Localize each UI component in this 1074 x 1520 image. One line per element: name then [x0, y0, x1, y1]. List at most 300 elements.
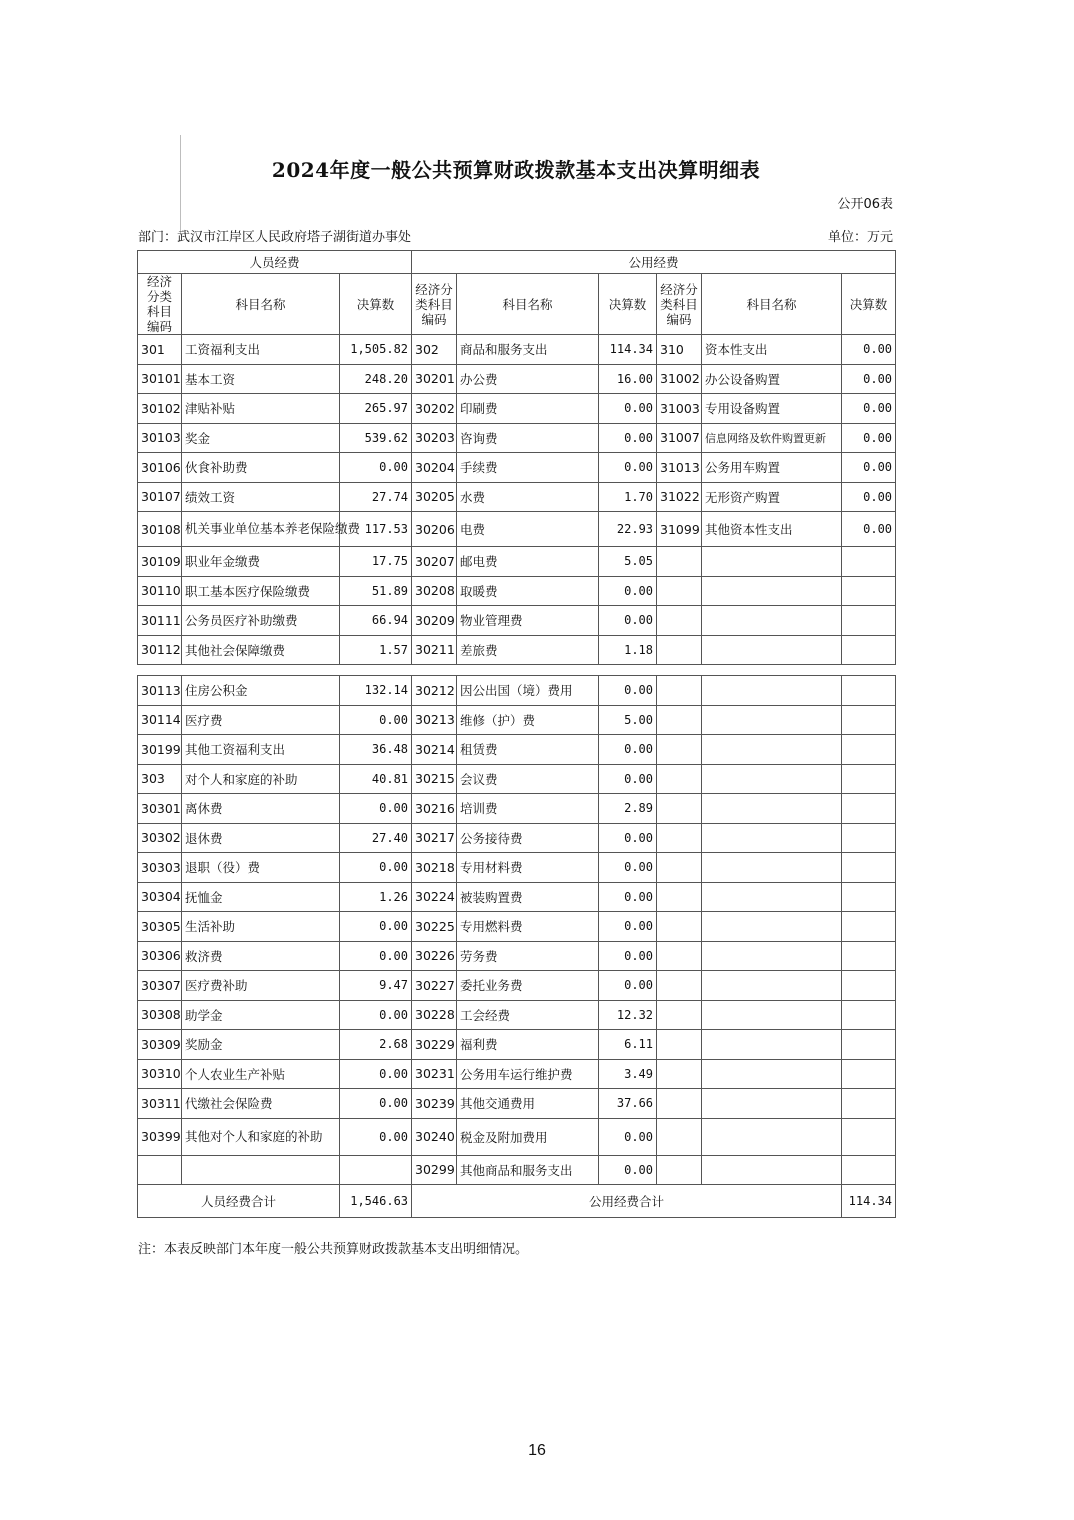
cell-amount-1: 2.68 [340, 1030, 412, 1060]
cell-amount-1: 0.00 [340, 1089, 412, 1119]
table-body [138, 335, 896, 1218]
cell-amount-3: 0.00 [842, 335, 896, 365]
cell-amount-1: 539.62 [340, 423, 412, 453]
cell-code-1: 30307 [138, 971, 182, 1001]
cell-code-1: 30113 [138, 676, 182, 706]
cell-amount-1: 0.00 [340, 794, 412, 824]
cell-code-2: 30209 [412, 606, 457, 636]
cell-code-3: 310 [657, 335, 702, 365]
cell-code-2: 30213 [412, 705, 457, 735]
cell-name-2: 劳务费 [457, 941, 599, 971]
cell-amount-2: 0.00 [599, 676, 657, 706]
gap-cell [412, 665, 457, 676]
cell-code-1: 30302 [138, 823, 182, 853]
cell-code-1: 30301 [138, 794, 182, 824]
cell-name-2: 其他交通费用 [457, 1089, 599, 1119]
cell-name-1: 奖金 [182, 423, 340, 453]
cell-name-3 [702, 882, 842, 912]
cell-code-2: 302 [412, 335, 457, 365]
budget-detail-table [137, 250, 896, 1218]
cell-code-3 [657, 1089, 702, 1119]
cell-name-3 [702, 635, 842, 665]
cell-code-1: 303 [138, 764, 182, 794]
column-header-row [138, 274, 896, 335]
cell-name-1: 代缴社会保险费 [182, 1089, 340, 1119]
cell-amount-3 [842, 547, 896, 577]
cell-code-3 [657, 882, 702, 912]
cell-name-3 [702, 823, 842, 853]
table-row [138, 794, 896, 824]
cell-amount-3 [842, 1155, 896, 1185]
cell-amount-2: 0.00 [599, 423, 657, 453]
cell-amount-2: 0.00 [599, 735, 657, 765]
cell-amount-1: 1,505.82 [340, 335, 412, 365]
personnel-group-header: 人员经费 [138, 251, 412, 274]
cell-amount-1: 17.75 [340, 547, 412, 577]
cell-code-1 [138, 1155, 182, 1185]
table-row [138, 1030, 896, 1060]
cell-name-2: 培训费 [457, 794, 599, 824]
cell-code-2: 30228 [412, 1000, 457, 1030]
cell-amount-2: 37.66 [599, 1089, 657, 1119]
cell-code-3 [657, 1059, 702, 1089]
cell-name-2: 被装购置费 [457, 882, 599, 912]
cell-name-1: 生活补助 [182, 912, 340, 942]
cell-code-2: 30239 [412, 1089, 457, 1119]
cell-code-2: 30231 [412, 1059, 457, 1089]
cell-code-1: 30399 [138, 1118, 182, 1155]
cell-amount-3: 0.00 [842, 512, 896, 547]
header-name-1: 科目名称 [182, 274, 340, 335]
cell-amount-3: 0.00 [842, 453, 896, 483]
cell-name-1: 职工基本医疗保险缴费 [182, 576, 340, 606]
cell-amount-2: 1.18 [599, 635, 657, 665]
cell-amount-1: 248.20 [340, 364, 412, 394]
cell-amount-2: 0.00 [599, 764, 657, 794]
form-number: 公开06表 [837, 197, 893, 212]
cell-code-3: 31013 [657, 453, 702, 483]
cell-code-1: 30310 [138, 1059, 182, 1089]
cell-amount-3 [842, 853, 896, 883]
cell-name-1: 离休费 [182, 794, 340, 824]
cell-code-1: 30101 [138, 364, 182, 394]
table-row [138, 512, 896, 547]
cell-name-2: 邮电费 [457, 547, 599, 577]
cell-amount-2: 0.00 [599, 1118, 657, 1155]
cell-name-3 [702, 676, 842, 706]
cell-name-2: 专用燃料费 [457, 912, 599, 942]
cell-name-3 [702, 1089, 842, 1119]
cell-amount-2: 2.89 [599, 794, 657, 824]
cell-amount-1: 0.00 [340, 1118, 412, 1155]
cell-amount-1: 0.00 [340, 1059, 412, 1089]
cell-amount-2: 12.32 [599, 1000, 657, 1030]
cell-name-3 [702, 764, 842, 794]
cell-code-3 [657, 705, 702, 735]
cell-amount-2: 0.00 [599, 394, 657, 424]
cell-code-3: 31099 [657, 512, 702, 547]
cell-code-2: 30217 [412, 823, 457, 853]
cell-code-2: 30299 [412, 1155, 457, 1185]
cell-name-2: 水费 [457, 482, 599, 512]
cell-amount-3 [842, 823, 896, 853]
cell-name-3 [702, 606, 842, 636]
cell-name-2: 手续费 [457, 453, 599, 483]
cell-amount-1: 0.00 [340, 853, 412, 883]
cell-amount-3 [842, 971, 896, 1001]
table-row [138, 482, 896, 512]
cell-code-3 [657, 971, 702, 1001]
cell-code-2: 30204 [412, 453, 457, 483]
cell-name-3 [702, 1118, 842, 1155]
cell-amount-2: 0.00 [599, 912, 657, 942]
header-code-3: 经济分类科目编码 [657, 274, 702, 335]
cell-name-2: 税金及附加费用 [457, 1118, 599, 1155]
table-row [138, 676, 896, 706]
cell-name-1: 抚恤金 [182, 882, 340, 912]
cell-code-3 [657, 853, 702, 883]
cell-amount-1: 0.00 [340, 453, 412, 483]
cell-amount-3 [842, 676, 896, 706]
table-row [138, 394, 896, 424]
cell-amount-2: 0.00 [599, 882, 657, 912]
cell-code-2: 30224 [412, 882, 457, 912]
cell-code-2: 30226 [412, 941, 457, 971]
cell-name-2: 办公费 [457, 364, 599, 394]
cell-code-2: 30227 [412, 971, 457, 1001]
header-code-2: 经济分类科目编码 [412, 274, 457, 335]
cell-amount-3 [842, 912, 896, 942]
cell-amount-1: 0.00 [340, 705, 412, 735]
cell-amount-1: 66.94 [340, 606, 412, 636]
cell-name-3: 无形资产购置 [702, 482, 842, 512]
cell-code-1: 30114 [138, 705, 182, 735]
cell-amount-3: 0.00 [842, 394, 896, 424]
cell-amount-3 [842, 1059, 896, 1089]
cell-name-1: 机关事业单位基本养老保险缴费 [182, 512, 340, 547]
cell-name-2: 福利费 [457, 1030, 599, 1060]
cell-amount-1: 1.57 [340, 635, 412, 665]
cell-name-2: 公务接待费 [457, 823, 599, 853]
cell-name-3 [702, 941, 842, 971]
cell-name-1: 医疗费 [182, 705, 340, 735]
cell-amount-3 [842, 794, 896, 824]
cell-name-3 [702, 912, 842, 942]
cell-code-1: 30305 [138, 912, 182, 942]
cell-code-2: 30205 [412, 482, 457, 512]
cell-amount-3: 0.00 [842, 482, 896, 512]
cell-code-1: 30306 [138, 941, 182, 971]
cell-code-3 [657, 941, 702, 971]
cell-name-1: 退休费 [182, 823, 340, 853]
cell-amount-2: 0.00 [599, 971, 657, 1001]
cell-amount-3 [842, 1030, 896, 1060]
cell-code-2: 30215 [412, 764, 457, 794]
cell-name-1: 对个人和家庭的补助 [182, 764, 340, 794]
cell-name-1: 职业年金缴费 [182, 547, 340, 577]
cell-code-1: 30308 [138, 1000, 182, 1030]
cell-amount-1: 265.97 [340, 394, 412, 424]
table-row [138, 705, 896, 735]
cell-code-1: 30311 [138, 1089, 182, 1119]
cell-amount-3 [842, 1000, 896, 1030]
cell-code-2: 30207 [412, 547, 457, 577]
cell-code-1: 30304 [138, 882, 182, 912]
group-header-row [138, 251, 896, 274]
cell-name-1: 其他社会保障缴费 [182, 635, 340, 665]
cell-code-3 [657, 823, 702, 853]
cell-name-2: 取暖费 [457, 576, 599, 606]
cell-amount-1: 9.47 [340, 971, 412, 1001]
table-row [138, 423, 896, 453]
cell-name-3: 其他资本性支出 [702, 512, 842, 547]
cell-name-3 [702, 576, 842, 606]
cell-amount-3: 0.00 [842, 364, 896, 394]
cell-name-1: 住房公积金 [182, 676, 340, 706]
cell-code-3 [657, 735, 702, 765]
cell-code-3: 31007 [657, 423, 702, 453]
cell-name-1: 助学金 [182, 1000, 340, 1030]
cell-code-3 [657, 576, 702, 606]
header-name-2: 科目名称 [457, 274, 599, 335]
cell-amount-1: 40.81 [340, 764, 412, 794]
cell-amount-3 [842, 606, 896, 636]
totals-row [138, 1185, 896, 1218]
cell-code-1: 30199 [138, 735, 182, 765]
table-row [138, 1155, 896, 1185]
cell-name-1: 退职（役）费 [182, 853, 340, 883]
cell-amount-3 [842, 1089, 896, 1119]
cell-name-2: 商品和服务支出 [457, 335, 599, 365]
cell-code-2: 30206 [412, 512, 457, 547]
cell-name-1: 公务员医疗补助缴费 [182, 606, 340, 636]
header-amount-1: 决算数 [340, 274, 412, 335]
cell-code-3 [657, 1155, 702, 1185]
cell-name-2: 维修（护）费 [457, 705, 599, 735]
cell-amount-1: 27.74 [340, 482, 412, 512]
gap-cell [138, 665, 182, 676]
cell-name-1: 救济费 [182, 941, 340, 971]
cell-name-3 [702, 1000, 842, 1030]
cell-name-1 [182, 1155, 340, 1185]
cell-amount-2: 5.00 [599, 705, 657, 735]
gap-cell [657, 665, 702, 676]
cell-amount-1: 36.48 [340, 735, 412, 765]
scan-margin-line [180, 135, 181, 235]
table-row [138, 735, 896, 765]
table-row [138, 912, 896, 942]
cell-code-3 [657, 1118, 702, 1155]
cell-amount-3 [842, 735, 896, 765]
cell-amount-3 [842, 1118, 896, 1155]
cell-name-3 [702, 1059, 842, 1089]
cell-name-3: 专用设备购置 [702, 394, 842, 424]
cell-code-2: 30240 [412, 1118, 457, 1155]
table-row [138, 1059, 896, 1089]
cell-code-2: 30208 [412, 576, 457, 606]
cell-name-2: 委托业务费 [457, 971, 599, 1001]
cell-amount-1 [340, 1155, 412, 1185]
cell-amount-3 [842, 635, 896, 665]
cell-amount-2: 114.34 [599, 335, 657, 365]
cell-name-2: 租赁费 [457, 735, 599, 765]
public-group-header: 公用经费 [412, 251, 896, 274]
cell-code-3 [657, 635, 702, 665]
cell-amount-2: 0.00 [599, 576, 657, 606]
cell-name-2: 工会经费 [457, 1000, 599, 1030]
cell-code-1: 301 [138, 335, 182, 365]
table-row [138, 853, 896, 883]
cell-code-3 [657, 1000, 702, 1030]
cell-amount-1: 1.26 [340, 882, 412, 912]
table-row [138, 882, 896, 912]
cell-code-1: 30112 [138, 635, 182, 665]
cell-amount-2: 6.11 [599, 1030, 657, 1060]
cell-name-3 [702, 971, 842, 1001]
cell-code-1: 30103 [138, 423, 182, 453]
cell-name-2: 公务用车运行维护费 [457, 1059, 599, 1089]
cell-code-2: 30212 [412, 676, 457, 706]
cell-code-2: 30214 [412, 735, 457, 765]
header-code-1: 经济分类科目编码 [138, 274, 182, 335]
header-amount-3: 决算数 [842, 274, 896, 335]
cell-amount-2: 3.49 [599, 1059, 657, 1089]
cell-name-1: 医疗费补助 [182, 971, 340, 1001]
cell-code-1: 30106 [138, 453, 182, 483]
cell-name-1: 基本工资 [182, 364, 340, 394]
cell-amount-3 [842, 764, 896, 794]
table-note: 注：本表反映部门本年度一般公共预算财政拨款基本支出明细情况。 [138, 1242, 529, 1257]
cell-name-2: 电费 [457, 512, 599, 547]
cell-code-1: 30309 [138, 1030, 182, 1060]
cell-code-3 [657, 912, 702, 942]
cell-amount-1: 0.00 [340, 912, 412, 942]
cell-code-1: 30107 [138, 482, 182, 512]
cell-name-2: 其他商品和服务支出 [457, 1155, 599, 1185]
cell-name-1: 个人农业生产补贴 [182, 1059, 340, 1089]
table-row [138, 606, 896, 636]
cell-code-2: 30203 [412, 423, 457, 453]
cell-code-2: 30218 [412, 853, 457, 883]
cell-amount-1: 27.40 [340, 823, 412, 853]
cell-name-1: 工资福利支出 [182, 335, 340, 365]
page-title: 2024年度一般公共预算财政拨款基本支出决算明细表 [271, 158, 761, 182]
cell-code-3 [657, 1030, 702, 1060]
gap-cell [182, 665, 340, 676]
cell-amount-2: 22.93 [599, 512, 657, 547]
department-label: 部门：武汉市江岸区人民政府塔子湖街道办事处 [138, 230, 412, 245]
cell-name-2: 印刷费 [457, 394, 599, 424]
cell-amount-3 [842, 882, 896, 912]
cell-amount-2: 0.00 [599, 823, 657, 853]
cell-name-1: 奖励金 [182, 1030, 340, 1060]
cell-code-3 [657, 794, 702, 824]
cell-code-2: 30225 [412, 912, 457, 942]
cell-code-2: 30202 [412, 394, 457, 424]
table-row [138, 823, 896, 853]
cell-code-3 [657, 606, 702, 636]
cell-code-3: 31002 [657, 364, 702, 394]
gap-cell [842, 665, 896, 676]
public-total-label: 公用经费合计 [412, 1185, 842, 1218]
gap-cell [702, 665, 842, 676]
table-row [138, 547, 896, 577]
cell-amount-2: 0.00 [599, 941, 657, 971]
cell-name-3 [702, 1030, 842, 1060]
cell-code-3 [657, 547, 702, 577]
cell-name-2: 物业管理费 [457, 606, 599, 636]
cell-name-3: 办公设备购置 [702, 364, 842, 394]
table-row [138, 576, 896, 606]
cell-code-1: 30109 [138, 547, 182, 577]
cell-code-2: 30216 [412, 794, 457, 824]
cell-amount-1: 0.00 [340, 1000, 412, 1030]
cell-amount-1: 117.53 [340, 512, 412, 547]
table-row [138, 1118, 896, 1155]
cell-name-1: 其他工资福利支出 [182, 735, 340, 765]
cell-name-3: 资本性支出 [702, 335, 842, 365]
cell-name-1: 伙食补助费 [182, 453, 340, 483]
personnel-total-label: 人员经费合计 [138, 1185, 340, 1218]
cell-amount-2: 0.00 [599, 853, 657, 883]
cell-name-1: 绩效工资 [182, 482, 340, 512]
cell-name-3: 公务用车购置 [702, 453, 842, 483]
section-gap [138, 665, 896, 676]
header-name-3: 科目名称 [702, 274, 842, 335]
cell-name-3 [702, 1155, 842, 1185]
cell-name-3 [702, 794, 842, 824]
cell-amount-2: 16.00 [599, 364, 657, 394]
cell-code-1: 30111 [138, 606, 182, 636]
cell-code-3 [657, 676, 702, 706]
cell-code-3: 31003 [657, 394, 702, 424]
table-row [138, 941, 896, 971]
cell-code-1: 30108 [138, 512, 182, 547]
cell-amount-2: 5.05 [599, 547, 657, 577]
cell-amount-2: 0.00 [599, 453, 657, 483]
cell-name-2: 咨询费 [457, 423, 599, 453]
cell-code-2: 30201 [412, 364, 457, 394]
cell-amount-3 [842, 941, 896, 971]
cell-amount-2: 0.00 [599, 1155, 657, 1185]
cell-code-1: 30110 [138, 576, 182, 606]
cell-name-3 [702, 547, 842, 577]
unit-label: 单位：万元 [827, 230, 893, 245]
cell-name-2: 专用材料费 [457, 853, 599, 883]
cell-name-3: 信息网络及软件购置更新 [702, 423, 842, 453]
cell-name-1: 其他对个人和家庭的补助 [182, 1118, 340, 1155]
table-row [138, 1000, 896, 1030]
cell-amount-3: 0.00 [842, 423, 896, 453]
cell-name-3 [702, 853, 842, 883]
gap-cell [599, 665, 657, 676]
personnel-total-value: 1,546.63 [340, 1185, 412, 1218]
header-amount-2: 决算数 [599, 274, 657, 335]
cell-name-2: 会议费 [457, 764, 599, 794]
cell-code-3: 31022 [657, 482, 702, 512]
cell-amount-2: 1.70 [599, 482, 657, 512]
table-row [138, 364, 896, 394]
cell-amount-1: 51.89 [340, 576, 412, 606]
cell-name-2: 因公出国（境）费用 [457, 676, 599, 706]
cell-amount-1: 0.00 [340, 941, 412, 971]
gap-cell [340, 665, 412, 676]
public-total-value: 114.34 [842, 1185, 896, 1218]
cell-name-1: 津贴补贴 [182, 394, 340, 424]
cell-code-3 [657, 764, 702, 794]
cell-amount-3 [842, 576, 896, 606]
table-row [138, 335, 896, 365]
